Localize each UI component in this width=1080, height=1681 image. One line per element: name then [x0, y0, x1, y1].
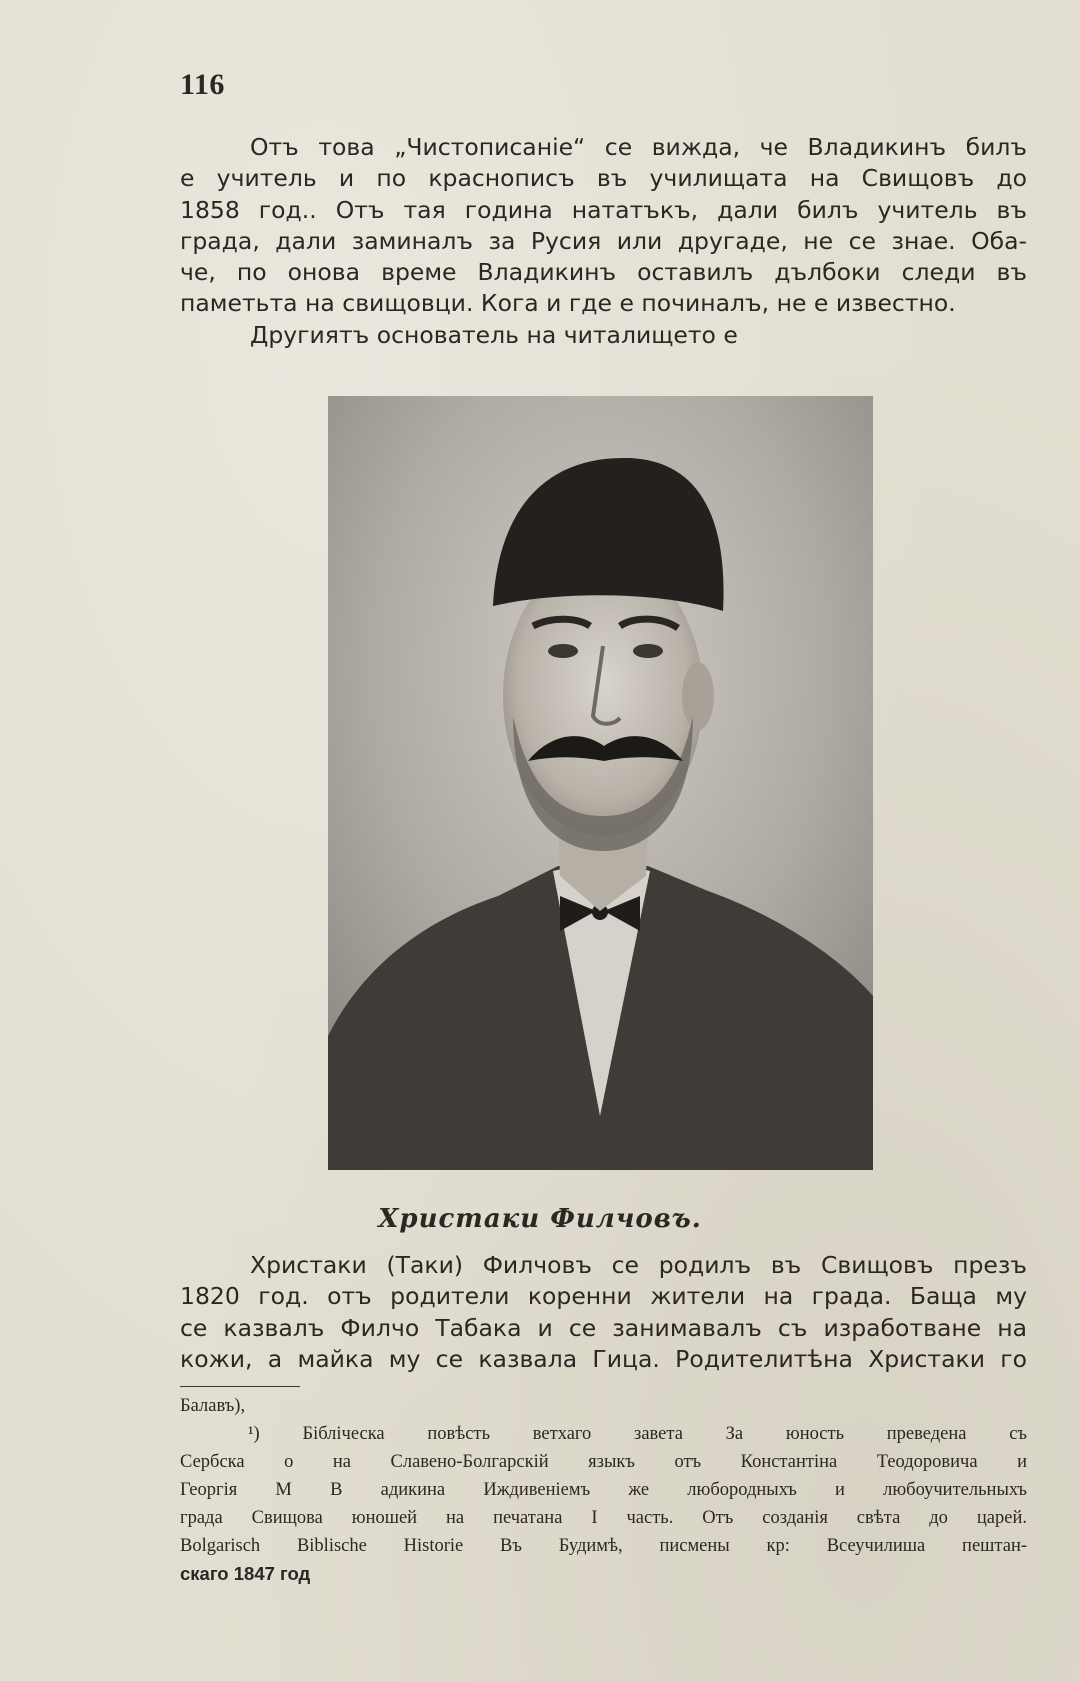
page-number: 116 [180, 68, 225, 101]
portrait-illustration [328, 396, 873, 1170]
footnote-line-bolgarisch: Bolgarisch Biblische Historie Въ Будимѣ, писмены кр: Всеучилиша пештан- [180, 1536, 1027, 1556]
text-line: Отъ това „Чистописаніе“ се вижда, че Владикинъ билъ [250, 133, 1027, 161]
portrait-photo [328, 396, 873, 1170]
footnote-divider [180, 1386, 300, 1387]
footnote-line: скаго 1847 год [180, 1563, 311, 1584]
text-line: се казвалъ Филчо Табака и се занимавалъ съ изработване на [180, 1313, 1027, 1342]
portrait-caption: Христаки Филчовъ. [378, 1204, 702, 1234]
text-line: паметьта на свищовци. Кога и где е починалъ, не е известно. [180, 289, 956, 318]
text-line-other-founder: Другиятъ основатель на читалището е [250, 320, 738, 349]
footnote-line: града Свищова юношей на печатана I часть. Отъ созданiя свѣта до царей. [180, 1508, 1027, 1528]
paragraph-vladikin [180, 132, 1027, 351]
footnote-line: Балавъ), [180, 1396, 246, 1416]
footnote-line: ¹) Бiблiческа повѣсть ветхаго завета За юность преведена съ [248, 1424, 1027, 1444]
text-line: 1858 год.. Отъ тая година нататъкъ, дали билъ учитель въ [180, 195, 1027, 224]
text-line: кожи, а майка му се казвала Гица. Родителитѣна Христаки го [180, 1344, 1027, 1373]
footnotes [180, 1392, 1027, 1588]
text-line: 1820 год. отъ родители коренни жители на града. Баща му [180, 1282, 1027, 1311]
text-line: е учитель и по краснописъ въ училищата на Свищовъ до [180, 164, 1027, 193]
text-line: Христаки (Таки) Филчовъ се родилъ въ Свищовъ презъ [250, 1251, 1027, 1279]
paragraph-filchov [180, 1250, 1027, 1375]
text-line: града, дали заминалъ за Русия или другаде, не се знае. Оба- [180, 226, 1027, 255]
footnote-line: Георгiя М В адикина Иждивенiемъ же любородныхъ и любоучительныхъ [180, 1480, 1027, 1500]
footnote-line: Сербска о на Славено-Болгарскiй языкъ отъ Константiна Теодоровича и [180, 1452, 1027, 1472]
text-line: че, по онова време Владикинъ оставилъ дълбоки следи въ [180, 258, 1027, 287]
